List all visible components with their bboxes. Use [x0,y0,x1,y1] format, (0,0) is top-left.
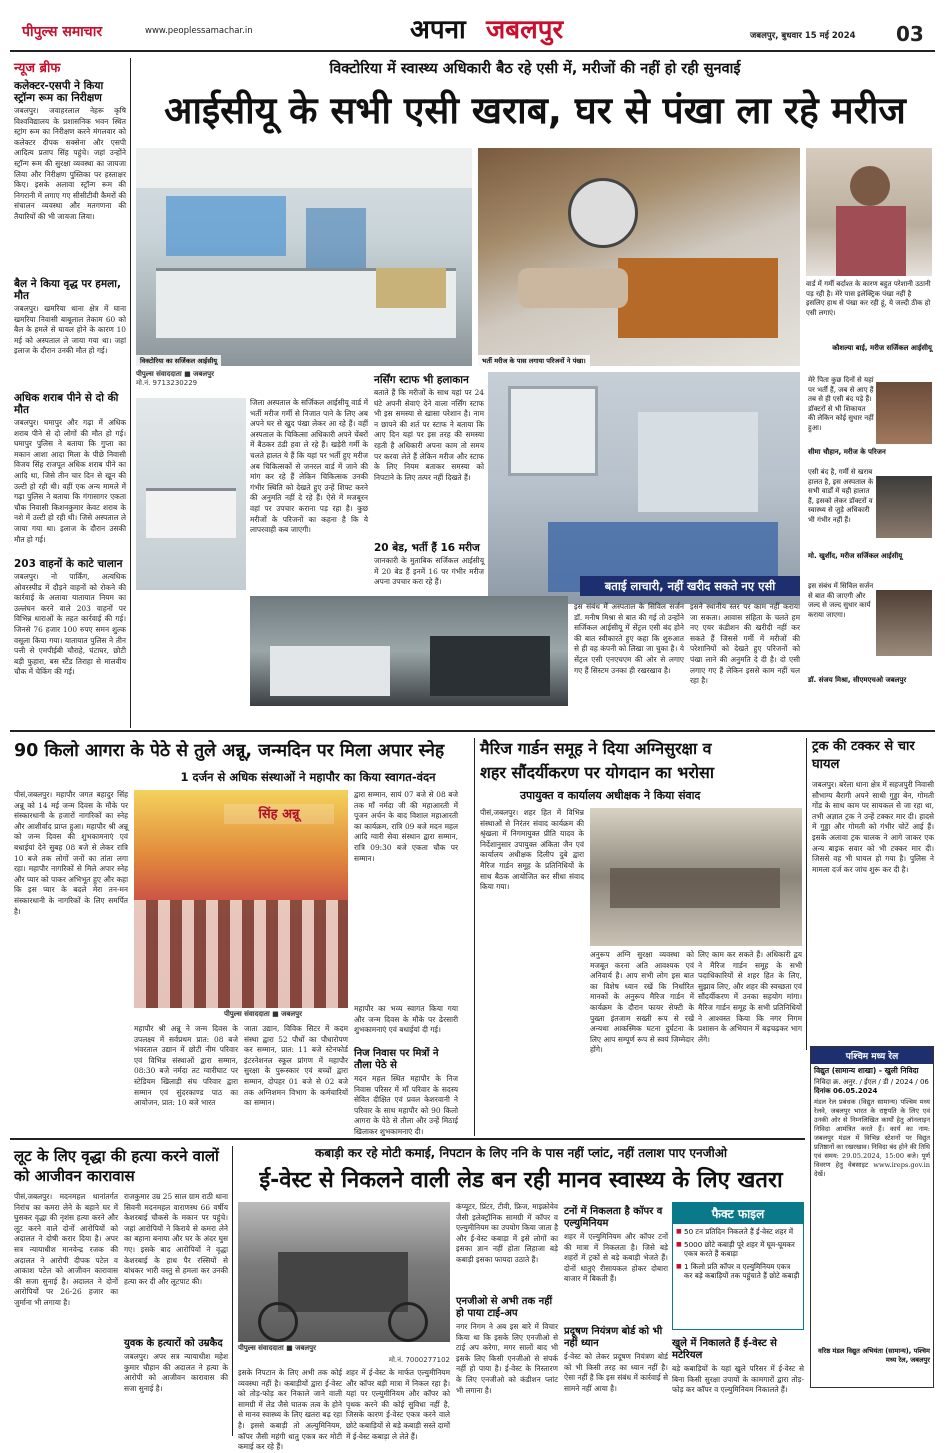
ewaste-col-3: कंप्यूटर, प्रिंटर, टीवी, फ्रिज, माइक्रोवेव जैसी इलेक्ट्रॉनिक सामग्री में कॉपर व एल्युमीनियम का उपयोग किया जाता है और ई-वेस्ट कबाड़ा में इसे लोगों का इसका ज्ञान नहीं होता लिहाजा बड़े कबाड़ी इसका फायदा उठाते हैं। [456,1202,558,1264]
marriage-col-1: पीसं,जबलपुर। शहर हित में विभिन्न संस्थाओं से निरंतर संवाद कार्यक्रम की श्रृंखला में निगमायुक्त प्रीति यादव के निर्देशानुसार उपायुक्त अंकिता जैन एवं कार्यालय अधीक्षक दिलीप दुबे द्वारा मैरिज गार्डन समूह के प्रतिनिधियों के साथ बैठक आयोजित कर सीधा संवाद किया गया। [480,808,584,892]
open-title: खुले में निकालते हैं ई-वेस्ट से मटेरियल [672,1338,777,1361]
ewaste-ngo-box [456,1292,558,1438]
quote-2-photo [876,382,932,444]
annu-byline: पीपुल्स संवाददाता ■ जबलपुर [224,1010,302,1018]
fact-item-1: ■ 50 टन प्रतिदिन निकलते हैं ई-वेस्ट शहर में [676,1227,800,1237]
annu-subhead: 1 दर्जन से अधिक संस्थाओं ने महापौर का किया स्वागत-वंदन [180,770,436,784]
lead-byline-block [136,370,246,396]
copper-body: शहर में एल्युमिनियम और कॉपर टनों की मात्रा में निकलता है। जिसे बड़े शहरों में ट्रकों से बड़े कबाड़ी भेजते हैं। दोनों धातुएं रीसायकल होकर दोबारा बाजार में बिकती हैं। [564,1232,668,1284]
brief-tag: न्यूज ब्रीफ [14,61,61,76]
railway-ref: निविदा क्र. अनुर. / ईएल / डी / 2024 / 06 [814,1078,929,1086]
railway-title: विद्युत (सामान्य शाखा) - खुली निविदा [814,1066,919,1075]
patient-fan-photo [478,148,800,366]
annu-sub-title: निज निवास पर मित्रों ने तौला पेठे से [354,1048,439,1071]
railway-footer: वरिष्ठ मंडल विद्युत अभियंता (सामान्य), पश्चिम मध्य रेल, जबलपुर [818,1347,930,1364]
excuse-title: बताई लाचारी, नहीं खरीद सकते नए एसी [580,576,800,596]
annu-col-5: महापौर का भव्य स्वागत किया गया और जन्म दिवस के मौके पर ढेरसारी शुभकामनाएं एवं बधाईयां दी गई। [354,1004,458,1035]
quote-3-photo [876,476,932,538]
woman-fan-photo [806,148,932,276]
nursing-title: नर्सिंग स्टाफ भी हलाकान [374,374,469,386]
lead-byline: पीपुल्स संवाददाता ■ जबलपुर [136,370,214,378]
brief-title-1: कलेक्टर-एसपी ने किया स्ट्रॉन्ग रूम का निरीक्षण [14,80,104,104]
railway-tender [810,1046,934,1388]
ewaste-col-1: इसके निपटान के लिए अभी तक कोई व्यवस्था नहीं है। कबाड़ीयों द्वारा ई-वेस्ट को तोड़-फोड़ कर निकाले जाने वाली सामग्री में लेड जैसे घातक तत्व के होने से मानव स्वास्थ्य के लिए खतरा बढ़ रहा है। इससे कबाड़ी तो अल्युमिनियम, कॉपर जैसी महंगी धातु एकत्र कर मोटी कमाई कर रहे हैं। [238,1368,342,1452]
ewaste-mobile: मो.नं. 7000277102 [388,1356,450,1364]
railway-tag: पश्चिम मध्य रेल [811,1047,933,1064]
brief-body-3: जबलपुर। घमापुर और गढ़ा में अधिक शराब पीने से दो लोगों की मौत हो गई। घमापुर पुलिस ने बताया कि गुप्ता का मकान आशा आदा मिला के पीछे निवासी विजय सिंह राजपूत अधिक शराब पीने का आदि था, जिसे तीन चार दिन से खून की उल्टी हो रही थी। वहीं एक अन्य मामले में गढ़ा पुलिस ने बताया कि गंगासागर एकता चौक निवासी किशनकुमार केवट शराब के नशे में उल्टी हो रही थी। जिसे अस्पताल ले जाया गया था। इलाज के दौरान उसकी मौत हो गई। [14,418,126,544]
ewaste-kicker: कबाड़ी कर रहे मोटी कमाई, निपटान के लिए ननि के पास नहीं प्लांट, नहीं तलाश पाए एनजीओ [315,1146,727,1160]
annu-col-3: जाता उद्यान, विविक सिटर में कदम संस्था द्वारा 52 पौधों का पौधारोपण कर सम्मान, प्रात: 11 बजे स्टेनफोर्ड इंटरनेशनल स्कूल प्रांगण में महापौर सुरक्षा के पुरूस्कार एवं बच्चों द्वारा सम्मान, दोपहर 01 बजे से 02 बजे तक अग्निशमन विभाग के कर्मचारियों का सम्मान। [244,1024,348,1108]
ewaste-open-box [672,1334,804,1438]
masthead [0,0,945,54]
fact-title: फैक्ट फाइल [673,1203,803,1224]
nursing-box [374,370,484,610]
page-number: 03 [896,22,924,46]
annu-col-2: महापौर श्री अन्नू ने जन्म दिवस के उपलक्ष्य में सर्वप्रथम प्रात: 08 बजे भंवरताल उद्यान में छोटी नीम परिवार एवं विभिन्न संस्थाओं द्वारा सम्मान, 08:30 बजे नर्मदा तट ग्वारीघाट पर स्टेडियम खिलाड़ी संघ परिवार द्वारा सम्मान एवं सुंदरकाण्ड पाठ का आयोजन, प्रात: 10 बजे भारत [134,1024,238,1108]
quote-2-name: सीमा चौहान, मरीज के परिजन [808,448,886,456]
ac-unit-photo [488,372,800,604]
railway-body: मंडल रेल प्रबंधक (विद्युत सामान्य) पश्चिम मध्य रेलवे, जबलपुर भारत के राष्ट्रपति के लिए एवं उनकी ओर से निम्नलिखित कार्यों हेतु ऑनलाइन निविदा आमंत्रित करते हैं। कार्य का नाम: जबलपुर मंडल में विभिन्न स्टेशनों पर विद्युत प्रतिष्ठानों का रखरखाव। निविदा बंद होने की तिथि एवं समय: 29.05.2024, 15:00 बजे। पूर्ण विवरण हेतु वेबसाइट www.ireps.gov.in देखें। [814,1098,930,1178]
beds-body: जानकारी के मुताबिक सर्जिकल आईसीयू में 20 बेड हैं इनमें 16 पर गंभीर मरीज अपना उपचार करा रहे हैं। [374,556,484,587]
icu-ward-photo [136,148,472,366]
quote-2-text: मेरे पिता कुछ दिनों से यहां पर भर्ती हैं, जब से आए हैं तब से ही एसी बंद पड़े हैं। डॉक्टरों से भी शिकायत की लेकिन कोई सुधार नहीं हुआ। [808,376,874,432]
quote-1-text: वार्ड में गर्मी बर्दाश्त के कारण बहुत परेशानी उठानी पड़ रही है। मेरे पास इलेक्ट्रिक पंखा नहीं है इसलिए हाथ से पंखा कर रही हूं, ये जल्दी ठीक हो एसी लगाएं। [806,280,931,317]
quote-4-photo [876,590,932,656]
pollution-body: ई-वेस्ट को लेकर प्रदूषण नियंत्रण बोर्ड को भी किसी तरह का ध्यान नहीं है। ऐसा नहीं है कि इस संबंध में कार्रवाई से सामने नहीं आया है। [564,1352,668,1393]
marriage-headline-2: शहर सौंदर्यीकरण पर योगदान का भरोसा [480,763,714,782]
site-url[interactable]: www.peoplessamachar.in [145,26,253,36]
lead-col-1: जिला अस्पताल के सर्जिकल आईसीयू वार्ड में भर्ती मरीज गर्मी से निजात पाने के लिए अब अपने घर से खुद पंखा लेकर आ रहे हैं। वहीं अस्पताल के चिकित्सा अधिकारी अपने चेंबरों में बैठकर ठंडी हवा ले रहे हैं। खड़ेरी गर्मी के चलते हालत ये हैं कि यहां पर भर्ती हुए मरीज अब चिकित्सकों से जनरल वार्ड में जाने की मांग कर रहे हैं लेकिन चिकित्सक उनकी गंभीर स्थिति को देखते हुए उन्हें शिफ्ट करने की अनुमति नहीं दे रहे हैं। ऐसे में मजबूरन वहां पर उपचार कराना पड़ रहा है। कुछ मरीजों के परिजनों का कहना है कि ये लापरवाही कब जाएगी। [250,398,368,535]
masthead-rule [10,50,935,52]
lead-headline: आईसीयू के सभी एसी खराब, घर से पंखा ला रहे मरीज [164,89,906,132]
excuse-col-1: इस संबंध में अस्पताल के सिविल सर्जन डॉ. मनीष मिश्रा से बात की गई तो उन्होंने सर्जिकल आईसीयू में सेंट्रल एसी बंद होने की बात स्वीकारते हुए कहा कि शुरुआत से ही वह कंपनी को लिखा जा चुका है। ये सेंट्रल एसी एनएचएम की ओर से लगाए गए हैं सिस्टम उनका ही रखरखाव है। [574,602,684,675]
murder-sub-box [124,1334,228,1436]
ewaste-byline: पीपुल्स संवाददाता ■ जबलपुर [238,1344,316,1352]
beds-title: 20 बेड, भर्ती हैं 16 मरीज [374,542,480,554]
quote-1-name: कौशल्या बाई, मरीज सर्जिकल आईसीयू [832,344,932,352]
truck-body: जबलपुर। बरेला थाना क्षेत्र में सहजपुरी निवासी सौभाग्य बैरागी अपने साथी गुड्डा बेन, गोमती गोंड के साथ काम पर सायकल से जा रहा था, तभी अज्ञात ट्रक ने उन्हें टक्कर मार दी। हादसे में गुड्डा और गोमती को गंभीर चोटें आई हैं। इसके अलावा ट्रक चालक ने आगे जाकर एक अन्य बाइक सवार को भी टक्कर मार दी। जिससे वह भी घायल हो गया है। पुलिस ने मामला दर्ज कर जांच शुरू कर दी है। [812,780,934,874]
marriage-col-3: लिए काम कर सकते हैं। अधिकारी द्वय ने मैरिज गार्डन समूह के सभी पदाधिकारियों से शहर हित के लिए, सुझाव लिए, और शहर की स्वच्छता एवं सौंदर्यीकरण में उनका सहयोग मांगा। मैरिज गार्डन समूह के सभी प्रतिनिधियों ने आश्वस्त किया कि नगर निगम प्रशासन के अभियान में बढ़चढ़कर भाग लेंगे। [698,950,802,1044]
annu-col-5-box [354,1004,458,1134]
murder-col-2b: जबलपुर। अपर सत्र न्यायाधीश महेश कुमार चौहान की अदालत ने हत्या के आरोपी को आजीवन कारावास की सजा सुनाई है। [124,1352,228,1393]
annu-headline: 90 किलो आगरा के पेठे से तुले अन्नू, जन्मदिन पर मिला अपार स्नेह [14,741,445,761]
annu-col-4: द्वारा सम्मान, सायं 07 बजे से 08 बजे तक माँ नर्मदा जी की महाआरती में पूजन अर्चन के बाद विशाल महाआरती का कार्यक्रम, रात्रि 09 बजे मदन महल आदि ग्वारी सेवा संस्थान द्वारा सम्मान, रात्रि 09:30 बजे एकता चौक पर सम्मान। [354,790,458,863]
murder-headline: लूट के लिए वृद्धा की हत्या करने वालों को आजीवन कारावास [14,1147,219,1185]
dateline: जबलपुर, बुधवार 15 मई 2024 [750,31,856,41]
icu-bed-photo [136,398,246,590]
marriage-meeting-photo [590,808,802,946]
brief-body-2: जबलपुर। खमरिया थाना क्षेत्र में घाना खमरिया निवासी बाबूलाल तेकाम 60 को बैल के हमले से घायल होने के कारण 10 मई को अस्पताल ले जाया गया था। जहां इलाज के दौरान उनकी मौत हो गई। [14,304,126,356]
ward-patient-photo [250,596,568,706]
nursing-body: बताते हैं कि मरीजों के साथ यहां पर 24 घंटे अपनी सेवाएं देने वाला नर्सिंग स्टाफ भी इस समस्या से खासा परेशान है। नाम न छापने की शर्त पर स्टाफ ने बताया कि आए दिन यहां पर इस तरह की समस्या रहती है अधिकारी अपना काम तो समय पर करवा लेते हैं लेकिन मरीज और स्टाफ के लिए नियम बताकर समस्या को निपटाने के लिए तत्पर नहीं दिखते हैं। [374,388,484,482]
quotes-sidebar [806,376,934,712]
annu-col-1: पीसं,जबलपुर। महापौर जगत बहादुर सिंह अन्नू को 14 मई जन्म दिवस के मौके पर संस्कारधानी के हजारों नागरिकों का स्नेह और आशीर्वाद प्राप्त हुआ। महापौर श्री अन्नू को जन्म दिवस की शुभकामनाएं एवं बधाईयां देने सुबह 08 बजे से लेकर रात्रि 10 बजे तक लोगों जनों का तांता लगा रहा। महापौर नागरिकों से मिले अपार स्नेह और प्यार को पाकर अभिभूत हुए और कहा कि इस प्यार के बदले मेरा तन-मन संस्कारधानी के नागरिकों के लिए समर्पित है। [14,790,128,916]
brief-title-2: बैल ने किया वृद्ध पर हमला, मौत [14,278,121,302]
ewaste-cart-photo [238,1202,450,1342]
marriage-col-2: अनुरूप अग्नि सुरक्षा व्यवस्था को मजबूत करना अति आवश्यक एवं अनिवार्य है। आप सभी लोग इस बात का विशेष ध्यान रखें कि निर्धारित मानकों के अनुरूप मैरिज गार्डन में कार्यक्रम के दौरान फायर सेफ्टी के पुख्ता इंतजाम सख्ती रूप से रखें अन्यथा आकस्मिक घटना दुर्घटना के लिए आप सम्पूर्ण रूप से स्वयं जिम्मेदार होंगे। [590,950,694,1055]
brief-body-1: जबलपुर। जवाहरलाल नेहरू कृषि विश्वविद्यालय के प्रशासनिक भवन स्थित स्ट्रांग रूम का निरीक्षण करने मंगलवार को कलेक्टर दीपक सक्सेना और एसपी आदित्य प्रताप सिंह पहुंचे। जहां उन्होंने स्ट्रॉन्ग रूम की सुरक्षा व्यवस्था का जायजा लिया और निरीक्षण पुस्तिका पर हस्ताक्षर किए। इसके अलावा स्ट्रॉन्ग रूम की निगरानी में लगाए गए सीसीटीवी कैमरों की संचालन व्यवस्था और मतगणना की तैयारियों की भी जायजा लिया। [14,106,126,221]
ngo-body: नगर निगम ने अब इस बारे में विचार किया था कि इसके लिए एनजीओ से टाई अप करेगा, मगर सालों बाद भी इसके लिए किसी एनजीओ से संपर्क नहीं हो पाया है। ई-वेस्ट के निस्तारण के लिए एनजीओ को कंडीशन प्लांट भी लगाना है। [456,1322,558,1395]
fact-file [672,1202,804,1330]
ewaste-copper-box [564,1202,668,1438]
murder-sub-title: युवक के हत्यारों को उम्रकैद [124,1338,223,1349]
open-body: बड़े कबाड़ियों के यहां खुले परिसर में ई-वेस्ट से बिना किसी सुरक्षा उपायों के कामगारों द्वारा तोड़-फोड़ कर कॉपर व एल्युमिनियम निकालते हैं। [672,1364,804,1395]
murder-col-1: पीसं,जबलपुर। मदनमहल थानांतर्गत निरांच का कमरा लेने के बहाने घर में घुसकर वृद्धा की नृशंस हत्या करने और लूट करने वाले दोनों आरोपियों को अदालत ने दोषी करार दिया है। अपर सत्र न्यायाधीश मानवेन्द्र रजक की अदालत ने आरोपी दीपक पटेल व आकाश पटेल को आजीवन कारावास की सजा सुनाई है। अदालत ने दोनों आरोपियों पर 26-26 हजार का जुर्माना भी लगाया है। [14,1192,118,1307]
annu-col-5b: मदन महल स्थित महापौर के निज निवास परिसर में माँ परिवार के सदस्य सेवित दीक्षित एवं प्रवल केशरवानी ने परिवार के साथ महापौर को 90 किलो आगरा के पेठे से तौला और उन्हें मिठाई खिलाकर शुभकामनाएं दी। [354,1074,458,1136]
quote-3-text: एसी बंद है, गर्मी से खराब हालत है, इस अस्पताल के सभी वार्डों में यही हालात हैं, इसको लेकर डॉक्टरों व स्वास्थ्य से जुड़े अधिकारी भी गंभीर नहीं हैं। [808,468,874,524]
section-title-a: अपना [410,15,466,45]
news-brief-column [14,58,126,698]
icu-photo-caption: विक्टोरिया का सर्जिकल आईसीयू [136,355,221,366]
railway-date: दिनांक 06.05.2024 [814,1087,878,1095]
excuse-col-2: इसने स्थानीय स्तर पर काम नहीं कराया जा सकता। आवास संहिता के चलते हम नए एयर कंडीशन की खरीदी नहीं कर सकते हैं जिससे गर्मी में मरीजों की परेशानियों को देखते हुए परिजनों को पंखा लाने की अनुमति दे दी है। दो एसी लगाए गए हैं लेकिन इससे काम नहीं चल रहा है। [690,602,800,686]
fact-item-3: ■ 1 किलो प्रति कॉपर व एल्युमिनियम एकत्र कर बड़े कबाड़ियों तक पहुंचाते हैं छोटे कबाड़ी [676,1262,800,1281]
pollution-title: प्रदूषण नियंत्रण बोर्ड को भी नहीं ध्यान [564,1326,663,1349]
ngo-title: एनजीओ से अभी तक नहीं हो पाया टाई-अप [456,1296,553,1319]
annu-banner-text: सिंह अन्नू [224,804,334,824]
lead-kicker: विक्टोरिया में स्वास्थ्य अधिकारी बैठ रहे एसी में, मरीजों की नहीं हो रही सुनवाई [329,61,741,77]
brief-title-3: अधिक शराब पीने से दो की मौत [14,392,119,416]
fan-photo-caption: भर्ती मरीज के पास लगाया परिजनों ने पंखा। [478,355,590,366]
brand-logo: पीपुल्स समाचार [22,24,103,40]
copper-title: टनों में निकलता है कॉपर व एल्युमिनियम [564,1206,663,1229]
murder-col-2: राजकुमार उम्र 25 साल ग्राम राठी थाना सिवनी मदनमहल वाराणस्थ 66 वर्षीय केशरबाई चौकसे के मकान पर पहुंचे। जहां आरोपियों ने किराये से कमरा लेने का बहाना बनाया और घर के अंदर घुस गए। इसके बाद आरोपियों ने वृद्धा केशरबाई के हाथ पैर रस्सियों से बांधकर भारी वस्तु से हमला कर उनकी हत्या कर दी और लूटपाट की। [124,1192,228,1286]
section-title-b: जबलपुर [486,15,564,45]
brief-body-4: जबलपुर। नो पार्किंग, अत्यधिक ओवरस्पीड में दौड़ने वाहनों को रोकने की कार्रवाई के अलावा यातायात नियम का उल्लंघन करने वाले 203 वाहनों पर विभिन्न धाराओं के तहत कार्रवाई की गई। जिनसे 76 हजार 100 रुपए समन शुल्क वसूला किया गया। यातायात पुलिस ने तीन पत्ती से एमपीईबी चौराहे, घंटाघर, छोटी बड़ी फुहारा, बस स्टैंड तिराहा से मालवीय चौक में चेकिंग की गई। [14,572,126,677]
lead-mobile: मो.नं. 9713230229 [136,379,198,387]
ewaste-headline: ई-वेस्ट से निकलने वाली लेड बन रही मानव स्वास्थ्य के लिए खतरा [259,1168,783,1193]
quote-4-name: डॉ. संजय मिश्रा, सीएमएचओ जबलपुर [808,676,907,684]
marriage-subhead: उपायुक्त व कार्यालय अधीक्षक ने किया संवाद [520,789,701,802]
brief-title-4: 203 वाहनों के काटे चालान [14,558,123,570]
fact-item-2: ■ 5000 छोटे कबाड़ी पूरे शहर में घूम-घूमकर एकत्र करते हैं कबाड़ा [676,1240,800,1259]
quote-4-text: इस संबंध में सिविल सर्जन से बात की जाएगी और जल्द से जल्द सुधार कार्य कराया जाएगा। [808,582,874,619]
ewaste-col-2: शहर में ई-वेस्ट के मार्फत एल्युमीनियम और कॉपर बड़ी मात्रा में निकल रहा है। यहां पर एल्युमीनियम और कॉपर को पृथक करने की कोई सुविधा नहीं है, जिसके कारण ई-वेस्ट एकत्र करने वाले छोटे कबाड़ियों से बड़े कबाड़ी सस्ते दामों में ई-वेस्ट कबाड़ा ले लेते हैं। [346,1368,450,1441]
annu-celebration-photo [134,790,348,1008]
truck-headline: ट्रक की टक्कर से चार घायल [812,739,915,772]
marriage-headline-1: मैरिज गार्डन समूह ने दिया अग्निसुरक्षा व [480,739,712,758]
quote-3-name: मो. खुर्शीद, मरीज सर्जिकल आईसीयू [808,552,903,560]
